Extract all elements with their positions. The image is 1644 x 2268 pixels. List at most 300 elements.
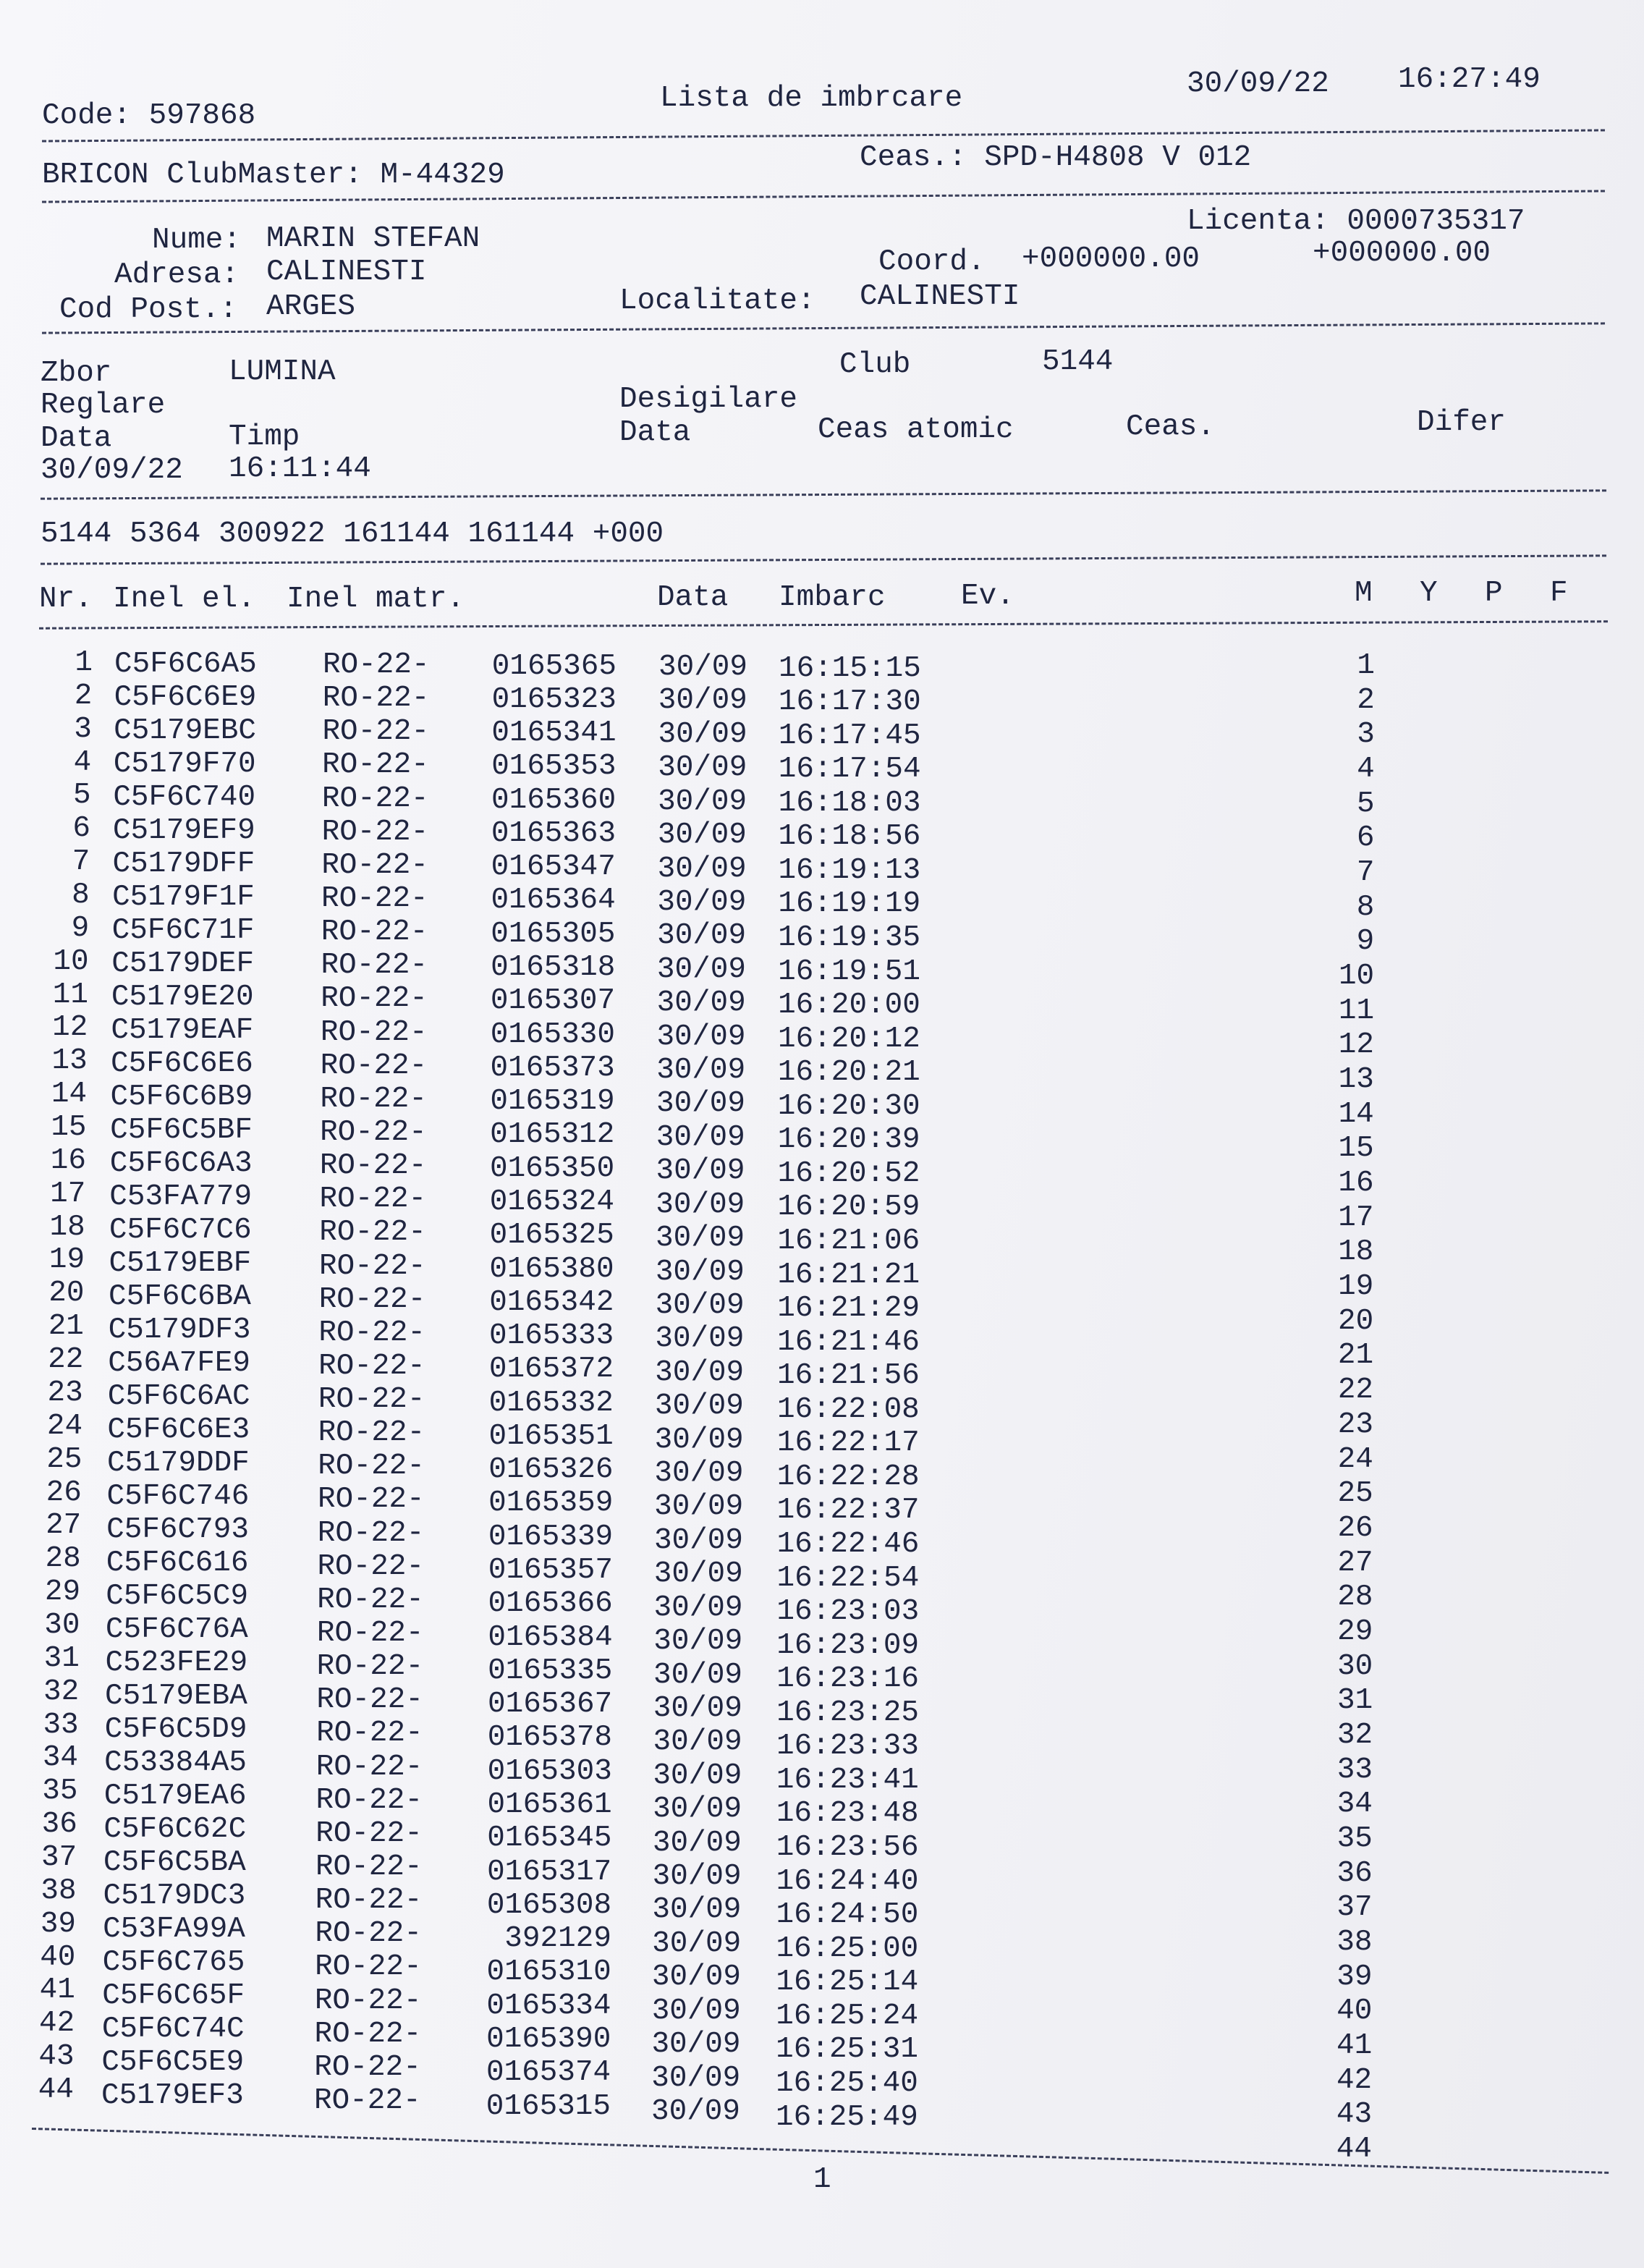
row-inel-el: C53FA779 xyxy=(109,1180,253,1214)
row-nr: 32 xyxy=(43,1675,80,1709)
row-prefix: RO-22- xyxy=(315,1816,423,1850)
row-nr: 4 xyxy=(73,745,92,779)
row-data: 30/09 xyxy=(658,784,747,818)
row-inel-matr: 0165365 xyxy=(491,649,616,683)
row-inel-el: C5F6C65F xyxy=(102,1979,245,2013)
row-inel-matr: 0165308 xyxy=(486,1888,612,1922)
coord-label: Coord. xyxy=(878,245,986,279)
row-prefix: RO-22- xyxy=(316,1617,424,1651)
col-p: P xyxy=(1485,577,1503,610)
row-inel-el: C5179EBF xyxy=(109,1246,252,1280)
row-inel-el: C5F6C5E9 xyxy=(101,2045,245,2079)
row-prefix: RO-22- xyxy=(317,1549,425,1583)
row-nr: 24 xyxy=(46,1409,83,1443)
row-inel-matr: 0165372 xyxy=(488,1353,614,1387)
row-nr: 41 xyxy=(39,1973,75,2007)
row-data: 30/09 xyxy=(653,1658,743,1692)
row-time: 16:18:56 xyxy=(778,820,921,854)
row-time: 16:17:54 xyxy=(778,753,921,787)
row-time: 16:25:31 xyxy=(776,2033,919,2067)
row-time: 16:22:28 xyxy=(776,1460,920,1494)
row-nr: 38 xyxy=(41,1874,77,1908)
row-prefix: RO-22- xyxy=(314,2050,421,2084)
row-data: 30/09 xyxy=(656,1120,745,1154)
m-value: 6 xyxy=(1356,821,1375,855)
m-value: 23 xyxy=(1337,1408,1373,1442)
row-inel-matr: 0165342 xyxy=(489,1285,614,1319)
m-value: 21 xyxy=(1337,1339,1374,1373)
row-prefix: RO-22- xyxy=(318,1349,425,1383)
row-prefix: RO-22- xyxy=(320,1049,428,1083)
reglare-time: 16:11:44 xyxy=(229,452,371,486)
row-prefix: RO-22- xyxy=(314,2017,422,2051)
row-inel-el: C5F6C5BF xyxy=(110,1113,253,1147)
row-nr: 43 xyxy=(38,2040,75,2074)
row-inel-matr: 0165357 xyxy=(488,1554,613,1588)
row-time: 16:19:51 xyxy=(778,955,920,989)
m-value: 24 xyxy=(1337,1442,1373,1476)
row-inel-el: C5F6C6A3 xyxy=(109,1146,253,1180)
owner-name: MARIN STEFAN xyxy=(266,222,480,255)
row-prefix: RO-22- xyxy=(318,1450,425,1484)
row-time: 16:21:21 xyxy=(777,1258,920,1292)
row-prefix: RO-22- xyxy=(315,1750,423,1784)
row-nr: 16 xyxy=(50,1143,86,1177)
col-f: F xyxy=(1550,577,1568,610)
row-inel-matr: 0165323 xyxy=(491,682,616,716)
m-value: 35 xyxy=(1336,1821,1373,1856)
m-value: 9 xyxy=(1356,925,1375,959)
row-inel-el: C5F6C5C9 xyxy=(106,1579,249,1613)
row-time: 16:19:35 xyxy=(778,921,921,955)
row-inel-el: C5179EBA xyxy=(105,1679,247,1713)
document-title: Lista de imbrcare xyxy=(660,82,963,115)
row-nr: 17 xyxy=(50,1177,86,1211)
row-time: 16:20:21 xyxy=(777,1056,920,1090)
row-inel-el: C5F6C5D9 xyxy=(104,1712,247,1746)
row-inel-matr: 0165353 xyxy=(491,750,616,784)
row-prefix: RO-22- xyxy=(322,748,429,782)
row-data: 30/09 xyxy=(653,1759,742,1793)
row-prefix: RO-22- xyxy=(322,682,430,716)
m-value: 43 xyxy=(1336,2098,1373,2132)
row-prefix: RO-22- xyxy=(318,1483,425,1517)
m-value: 19 xyxy=(1338,1270,1374,1304)
row-inel-el: C56A7FE9 xyxy=(108,1346,251,1380)
code-label: Code: 597868 xyxy=(42,99,256,132)
row-inel-el: C5179DDF xyxy=(106,1446,250,1480)
row-nr: 39 xyxy=(40,1907,77,1941)
m-value: 10 xyxy=(1338,960,1375,994)
row-time: 16:21:46 xyxy=(777,1325,920,1359)
row-inel-el: C5F6C6E6 xyxy=(110,1046,253,1080)
col-inel-matr: Inel matr. xyxy=(287,583,465,616)
row-inel-matr: 0165378 xyxy=(487,1721,613,1755)
row-nr: 8 xyxy=(72,879,90,913)
row-nr: 28 xyxy=(45,1542,81,1576)
divider xyxy=(42,190,1605,203)
row-inel-el: C5F6C6AC xyxy=(107,1379,250,1413)
m-value: 39 xyxy=(1336,1960,1373,1994)
row-time: 16:23:09 xyxy=(776,1628,920,1662)
m-value: 26 xyxy=(1337,1511,1373,1545)
row-prefix: RO-22- xyxy=(317,1583,424,1617)
m-value: 7 xyxy=(1356,856,1375,890)
m-value: 16 xyxy=(1338,1167,1374,1201)
row-data: 30/09 xyxy=(658,684,747,718)
row-inel-matr: 0165332 xyxy=(488,1386,614,1420)
m-value: 17 xyxy=(1338,1201,1374,1235)
row-inel-el: C5F6C765 xyxy=(102,1945,245,1979)
row-inel-el: C5179EBC xyxy=(114,714,256,748)
row-time: 16:21:06 xyxy=(777,1224,920,1258)
row-data: 30/09 xyxy=(652,1926,742,1960)
row-inel-el: C5F6C6B9 xyxy=(110,1080,253,1114)
row-prefix: RO-22- xyxy=(315,1917,423,1951)
club-master-label: BRICON ClubMaster: M-44329 xyxy=(42,158,505,192)
row-data: 30/09 xyxy=(658,651,748,684)
row-prefix: RO-22- xyxy=(320,1082,427,1116)
row-inel-matr: 0165366 xyxy=(488,1587,613,1621)
row-nr: 27 xyxy=(46,1509,82,1543)
row-nr: 19 xyxy=(48,1243,85,1277)
row-inel-matr: 0165384 xyxy=(488,1620,613,1654)
row-time: 16:23:03 xyxy=(776,1595,920,1629)
m-value: 27 xyxy=(1337,1546,1373,1580)
row-prefix: RO-22- xyxy=(321,782,429,816)
row-nr: 40 xyxy=(40,1940,76,1974)
row-data: 30/09 xyxy=(651,2028,741,2062)
row-inel-matr: 0165347 xyxy=(491,850,616,884)
row-prefix: RO-22- xyxy=(315,1884,423,1918)
row-data: 30/09 xyxy=(653,1793,742,1827)
row-prefix: RO-22- xyxy=(323,648,430,682)
row-nr: 3 xyxy=(74,712,92,746)
owner-address: CALINESTI xyxy=(266,255,427,289)
row-prefix: RO-22- xyxy=(321,982,428,1016)
row-inel-matr: 0165374 xyxy=(486,2056,611,2090)
row-inel-el: C5179E20 xyxy=(111,980,254,1014)
m-value: 13 xyxy=(1338,1063,1374,1097)
row-prefix: RO-22- xyxy=(318,1316,426,1350)
row-time: 16:20:00 xyxy=(778,989,920,1023)
row-inel-el: C5179F70 xyxy=(113,747,256,781)
row-nr: 30 xyxy=(44,1608,80,1642)
row-time: 16:24:40 xyxy=(776,1864,919,1898)
license-label: Licenta: 0000735317 xyxy=(1187,205,1525,238)
row-nr: 36 xyxy=(41,1808,77,1842)
m-value: 42 xyxy=(1336,2063,1373,2097)
row-data: 30/09 xyxy=(653,1523,743,1557)
row-data: 30/09 xyxy=(653,1691,742,1725)
row-nr: 31 xyxy=(43,1641,80,1675)
row-inel-el: C5F6C6BA xyxy=(109,1279,251,1313)
row-data: 30/09 xyxy=(652,1893,742,1927)
row-inel-el: C5F6C62C xyxy=(103,1812,247,1846)
row-inel-matr: 0165315 xyxy=(486,2089,611,2123)
divider xyxy=(42,322,1605,334)
row-nr: 6 xyxy=(72,812,90,846)
row-prefix: RO-22- xyxy=(316,1650,424,1684)
row-inel-el: C5F6C76A xyxy=(105,1612,248,1646)
m-value: 11 xyxy=(1338,994,1375,1028)
row-nr: 29 xyxy=(44,1575,81,1609)
row-data: 30/09 xyxy=(658,751,747,785)
row-inel-el: C5179EA6 xyxy=(103,1779,247,1813)
row-inel-matr: 0165339 xyxy=(488,1520,614,1554)
row-inel-matr: 0165350 xyxy=(489,1151,615,1185)
m-value: 3 xyxy=(1357,718,1375,752)
row-inel-el: C5179DF3 xyxy=(108,1313,251,1347)
row-time: 16:20:30 xyxy=(777,1089,920,1123)
ceas-label: Ceas. xyxy=(1126,410,1216,444)
row-inel-matr: 0165326 xyxy=(488,1453,614,1487)
row-time: 16:21:29 xyxy=(777,1292,920,1326)
row-data: 30/09 xyxy=(656,1222,745,1256)
row-prefix: RO-22- xyxy=(320,1015,428,1049)
row-prefix: RO-22- xyxy=(314,1984,422,2018)
m-value: 36 xyxy=(1336,1856,1373,1890)
divider xyxy=(41,489,1606,499)
row-inel-matr: 392129 xyxy=(504,1922,611,1956)
col-imbarc: Imbarc xyxy=(779,581,886,614)
row-nr: 37 xyxy=(41,1840,77,1874)
m-value: 2 xyxy=(1357,683,1375,717)
row-inel-el: C5F6C740 xyxy=(113,780,256,814)
col-inel-el: Inel el. xyxy=(113,583,255,616)
m-value: 37 xyxy=(1336,1891,1373,1925)
row-time: 16:25:40 xyxy=(776,2066,918,2100)
row-data: 30/09 xyxy=(655,1288,745,1322)
clock-label: Ceas.: SPD-H4808 V 012 xyxy=(860,141,1252,174)
row-inel-matr: 0165325 xyxy=(489,1219,614,1253)
row-nr: 11 xyxy=(52,978,88,1012)
row-inel-matr: 0165341 xyxy=(491,716,616,750)
row-inel-el: C5179DC3 xyxy=(103,1879,246,1913)
row-prefix: RO-22- xyxy=(316,1717,423,1751)
row-prefix: RO-22- xyxy=(314,2084,421,2117)
row-nr: 10 xyxy=(53,944,89,978)
row-inel-matr: 0165373 xyxy=(490,1051,615,1085)
row-prefix: RO-22- xyxy=(319,1216,426,1250)
row-time: 16:15:15 xyxy=(779,651,921,685)
row-inel-matr: 0165361 xyxy=(487,1787,612,1821)
row-nr: 5 xyxy=(72,779,91,813)
col-ev: Ev. xyxy=(961,580,1014,613)
m-value: 4 xyxy=(1357,753,1375,787)
row-nr: 21 xyxy=(48,1310,84,1344)
row-prefix: RO-22- xyxy=(321,915,428,949)
m-value: 5 xyxy=(1357,787,1375,821)
desigilare-data-label: Data xyxy=(619,416,691,449)
row-data: 30/09 xyxy=(651,2061,741,2095)
row-prefix: RO-22- xyxy=(318,1383,425,1417)
divider xyxy=(39,620,1608,629)
row-data: 30/09 xyxy=(654,1389,744,1423)
m-value: 15 xyxy=(1338,1132,1374,1166)
row-inel-el: C5F6C6E9 xyxy=(114,680,257,714)
row-data: 30/09 xyxy=(654,1490,744,1524)
m-value: 25 xyxy=(1337,1477,1373,1511)
data-label: Data xyxy=(41,422,112,455)
row-data: 30/09 xyxy=(655,1322,745,1356)
summary-line: 5144 5364 300922 161144 161144 +000 xyxy=(41,517,664,551)
row-time: 16:20:59 xyxy=(777,1190,920,1224)
row-data: 30/09 xyxy=(651,1960,741,1994)
row-prefix: RO-22- xyxy=(315,1783,423,1817)
row-nr: 44 xyxy=(38,2073,74,2107)
address-label: Adresa: xyxy=(114,258,240,292)
row-prefix: RO-22- xyxy=(322,715,430,749)
row-prefix: RO-22- xyxy=(319,1182,427,1216)
row-data: 30/09 xyxy=(657,818,747,852)
row-nr: 7 xyxy=(72,845,90,879)
row-time: 16:22:46 xyxy=(776,1528,920,1561)
row-nr: 23 xyxy=(47,1376,83,1410)
row-inel-matr: 0165330 xyxy=(490,1017,615,1052)
zbor-value: LUMINA xyxy=(229,355,336,389)
row-data: 30/09 xyxy=(656,952,746,986)
row-inel-matr: 0165324 xyxy=(489,1185,615,1219)
coord-value-2: +000000.00 xyxy=(1313,237,1491,270)
row-inel-el: C523FE29 xyxy=(105,1646,248,1680)
m-value: 44 xyxy=(1336,2133,1372,2166)
row-data: 30/09 xyxy=(652,1826,742,1860)
row-data: 30/09 xyxy=(652,1860,742,1894)
row-time: 16:24:50 xyxy=(776,1898,919,1932)
postal-value: ARGES xyxy=(266,290,356,323)
row-time: 16:22:37 xyxy=(776,1494,920,1528)
row-inel-el: C5F6C5BA xyxy=(103,1845,246,1879)
row-inel-matr: 0165307 xyxy=(490,984,616,1018)
row-data: 30/09 xyxy=(657,852,747,886)
row-prefix: RO-22- xyxy=(317,1516,425,1550)
row-time: 16:23:56 xyxy=(776,1831,919,1865)
m-value: 28 xyxy=(1337,1581,1373,1615)
name-label: Nume: xyxy=(152,224,242,257)
row-inel-el: C5179EAF xyxy=(111,1013,254,1047)
row-time: 16:23:48 xyxy=(776,1797,919,1831)
row-nr: 35 xyxy=(42,1774,78,1808)
row-inel-el: C53384A5 xyxy=(104,1746,247,1780)
m-value: 30 xyxy=(1337,1649,1373,1683)
row-nr: 9 xyxy=(71,911,90,945)
col-nr: Nr. xyxy=(39,583,93,616)
difer-label: Difer xyxy=(1417,406,1507,439)
row-nr: 12 xyxy=(52,1011,88,1045)
row-prefix: RO-22- xyxy=(319,1149,427,1183)
row-inel-matr: 0165345 xyxy=(487,1821,612,1856)
row-nr: 15 xyxy=(51,1111,87,1145)
row-time: 16:25:00 xyxy=(776,1931,919,1966)
locality-value: CALINESTI xyxy=(860,280,1020,313)
row-nr: 20 xyxy=(48,1277,85,1311)
row-data: 30/09 xyxy=(653,1725,742,1759)
postal-label: Cod Post.: xyxy=(59,293,238,326)
row-time: 16:25:49 xyxy=(776,2100,918,2134)
row-time: 16:25:24 xyxy=(776,1999,919,2033)
row-data: 30/09 xyxy=(657,919,747,953)
row-nr: 22 xyxy=(48,1343,84,1377)
m-value: 41 xyxy=(1336,2028,1373,2062)
reglare-label: Reglare xyxy=(41,389,166,422)
row-data: 30/09 xyxy=(656,1020,746,1054)
m-value: 20 xyxy=(1338,1304,1374,1338)
row-time: 16:21:56 xyxy=(777,1359,920,1393)
row-inel-el: C5179EF9 xyxy=(112,813,255,847)
timp-label: Timp xyxy=(229,420,300,454)
row-data: 30/09 xyxy=(654,1457,744,1491)
row-inel-el: C5179EF3 xyxy=(101,2078,244,2112)
row-data: 30/09 xyxy=(657,885,747,919)
row-time: 16:20:39 xyxy=(777,1123,920,1157)
row-prefix: RO-22- xyxy=(321,815,429,849)
row-data: 30/09 xyxy=(656,1154,745,1188)
page-number: 1 xyxy=(813,2163,831,2196)
m-value: 40 xyxy=(1336,1994,1373,2028)
m-value: 22 xyxy=(1337,1374,1374,1408)
row-nr: 13 xyxy=(51,1044,88,1078)
row-inel-matr: 0165390 xyxy=(486,2022,611,2056)
row-time: 16:20:12 xyxy=(777,1022,920,1056)
m-value: 38 xyxy=(1336,1925,1373,1959)
row-inel-el: C5F6C74C xyxy=(101,2012,245,2046)
club-label: Club xyxy=(839,348,911,381)
divider xyxy=(41,554,1606,564)
col-data: Data xyxy=(657,581,729,614)
m-value: 18 xyxy=(1338,1235,1374,1269)
row-data: 30/09 xyxy=(651,2095,741,2128)
locality-label: Localitate: xyxy=(619,284,815,318)
print-date: 30/09/22 xyxy=(1187,67,1329,101)
m-value: 32 xyxy=(1336,1718,1373,1752)
row-time: 16:23:33 xyxy=(776,1730,919,1764)
row-inel-matr: 0165310 xyxy=(486,1955,611,1989)
row-time: 16:17:45 xyxy=(778,719,921,753)
row-inel-matr: 0165312 xyxy=(490,1118,615,1152)
row-data: 30/09 xyxy=(656,986,746,1020)
club-value: 5144 xyxy=(1042,345,1114,378)
row-inel-el: C5F6C6E3 xyxy=(107,1413,250,1447)
row-time: 16:22:54 xyxy=(776,1561,920,1595)
row-nr: 33 xyxy=(43,1708,79,1742)
row-data: 30/09 xyxy=(653,1557,743,1591)
row-time: 16:23:16 xyxy=(776,1662,920,1696)
row-time: 16:23:25 xyxy=(776,1696,919,1730)
row-data: 30/09 xyxy=(656,1054,746,1088)
coord-value-1: +000000.00 xyxy=(1022,242,1200,276)
m-value: 29 xyxy=(1337,1615,1373,1649)
row-time: 16:22:08 xyxy=(776,1392,920,1426)
row-inel-el: C5179DFF xyxy=(112,847,255,881)
row-inel-matr: 0165317 xyxy=(487,1855,612,1889)
row-inel-el: C5F6C7C6 xyxy=(109,1213,252,1247)
row-nr: 1 xyxy=(75,646,93,680)
row-time: 16:20:52 xyxy=(777,1156,920,1190)
col-m: M xyxy=(1355,577,1373,610)
row-prefix: RO-22- xyxy=(321,949,428,983)
row-inel-matr: 0165359 xyxy=(488,1486,614,1520)
row-inel-matr: 0165334 xyxy=(486,1989,611,2023)
row-data: 30/09 xyxy=(651,1994,741,2028)
row-nr: 34 xyxy=(42,1741,79,1775)
desigilare-label: Desigilare xyxy=(619,383,798,416)
m-value: 34 xyxy=(1336,1787,1373,1821)
row-inel-matr: 0165303 xyxy=(487,1754,612,1788)
row-inel-el: C5F6C793 xyxy=(106,1512,249,1546)
row-prefix: RO-22- xyxy=(315,1850,423,1884)
row-time: 16:17:30 xyxy=(778,685,921,719)
